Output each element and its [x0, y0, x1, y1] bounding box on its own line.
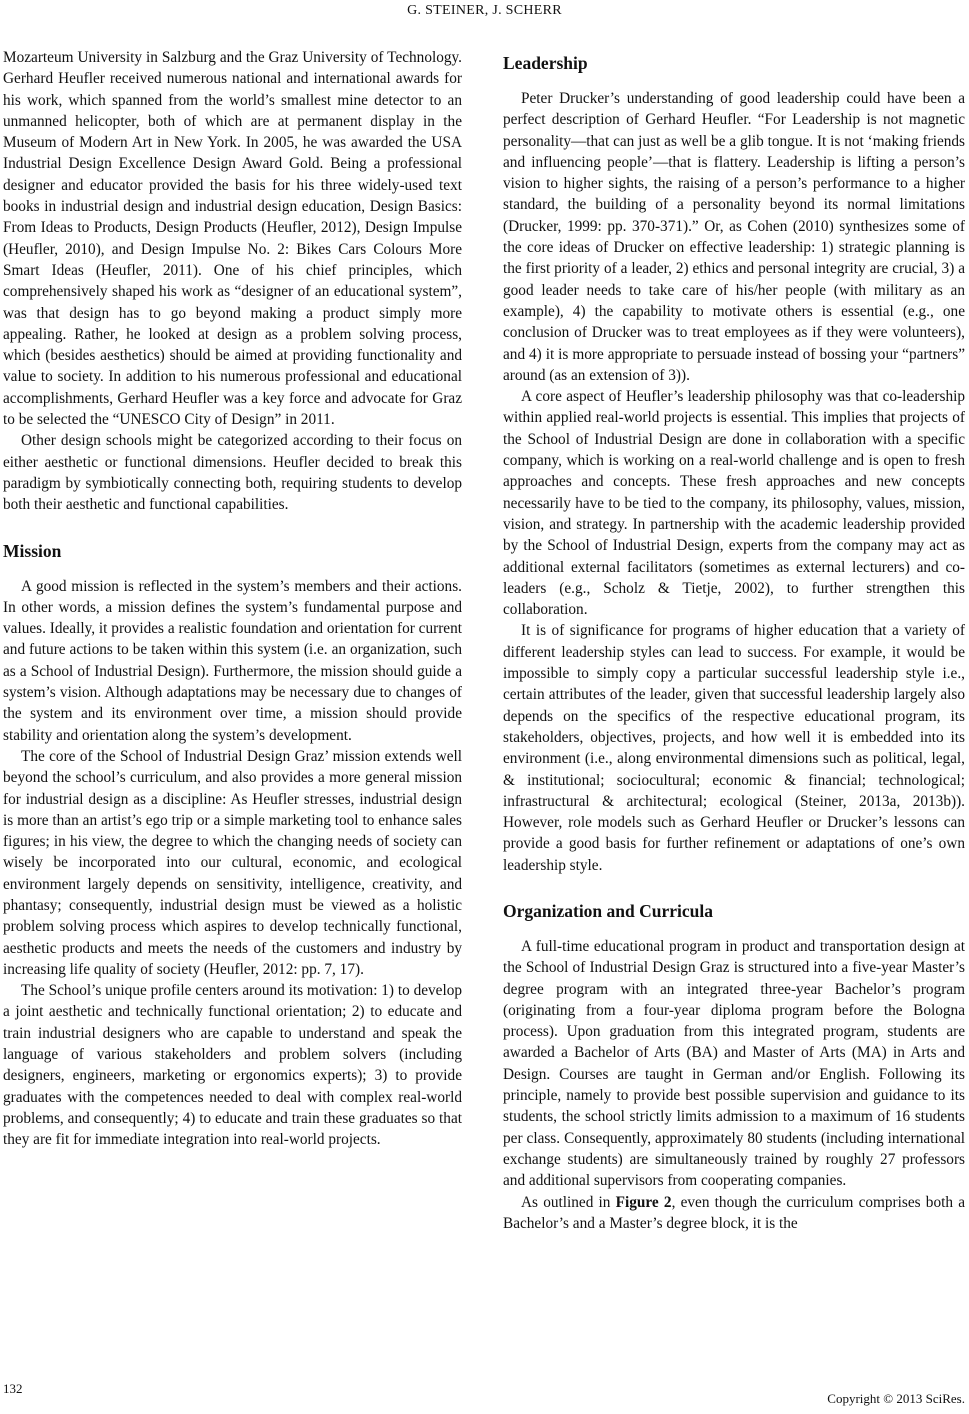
figure-reference-link[interactable]: Figure 2 — [615, 1193, 672, 1211]
section-heading-organization: Organization and Curricula — [503, 900, 714, 921]
running-head: G. STEINER, J. SCHERR — [407, 3, 562, 18]
paragraph-program-structure: A full-time educational program in product and transportation design at the School of Industrial Design Graz is structured into a five-year Master’s degree program with an integrated three-year Bachelor’s program (originating from a four-year diploma program before the Bologna process). Upon graduation from this integrated program, students are awarded a Bachelor of Arts (BA) and Master of Arts (MA) in Arts and Design. Courses are taught in German and/or English. Following its principle, namely to provide best possible supervision and guidance to its students, the school strictly limits admission to a maximum of 16 students per class. Consequently, approximately 80 students (including international exchange students) are simultaneously trained by roughly 27 professors and additional supervisors from cooperating companies. — [503, 937, 965, 1190]
text-span: As outlined in — [521, 1193, 616, 1211]
paragraph-mission-definition: A good mission is reflected in the system’s members and their actions. In other words, a mission defines the system’s fundamental purpose and values. Ideally, it provides a realistic foundation and orientation for current and future actions to be taken within this system (i.e. an organization, such as a School of Industrial Design). Furthermore, the mission should guide a system’s vision. Although adaptations may be necessary due to changes of the system and its environment over time, a mission should provide stability and orientation along the system’s development. — [3, 577, 462, 744]
copyright-notice: Copyright © 2013 SciRes. — [827, 1391, 965, 1406]
page-number: 132 — [3, 1381, 23, 1396]
section-heading-mission: Mission — [3, 540, 62, 561]
left-column — [3, 47, 462, 1151]
paragraph-mission-core: The core of the School of Industrial Design Graz’ mission extends well beyond the school’s curriculum, and also provides a more general mission for industrial design as a discipline: As Heufler stresses, industrial design is more than an artist’s ego trip or a simple marketing tool to enhance sales figures; in his view, the degree to which the changing needs of society can wisely be incorporated into our cultural, economic, and ecological environment largely depends on sensitivity, intelligence, creativity, and phantasy; consequently, industrial design must be viewed as a holistic problem solving process which aspires to develop technically functional, aesthetic products and meets the needs of the customers and industry by increasing life quality of society (Heufler, 2012: pp. 7, 17). — [3, 747, 462, 978]
paragraph-curriculum-outline — [503, 1192, 965, 1235]
paragraph-school-profile: The School’s unique profile centers around its motivation: 1) to develop a joint aesthetic and technically functional orientation; 2) to educate and train industrial designers who are capable to understand and speak the language of various stakeholders and problem solvers (including designers, engineers, marketing or ergonomics experts); 3) to provide graduates with the competences needed to deal with complex real-world problems, and consequently; 4) to educate and train these graduates so that they are fit for immediate integration into real-world projects. — [3, 982, 462, 1149]
paragraph-heufler-bio: Mozarteum University in Salzburg and the Graz University of Technology. Gerhard Heufler received numerous national and international awards for his work, which spanned from the world’s smallest mine detector to an unmanned helicopter, both of which are at permanent display in the Museum of Modern Art in New York. In 2005, he was awarded the USA Industrial Design Excellence Design Award Gold. Being a professional designer and educator provided the basis for his three widely-used text books in industrial design and industrial design education, Design Basics: From Ideas to Products, Design Products (Heufler, 2012), Design Impulse (Heufler, 2010), and Design Impulse No. 2: Bikes Cars Colours More Smart Ideas (Heufler, 2011). One of his chief principles, which comprehensively shaped his work as “designer of an educational system”, was that design has to go beyond making a product simply more appealing. Rather, he looked at design as a problem solving process, which (besides aesthetics) should be aimed at providing functionality and value to society. In addition to his numerous professional and educational accomplishments, Gerhard Heufler was a key force and advocate for Graz to be selected the “UNESCO City of Design” in 2011. — [3, 49, 462, 429]
paragraph-drucker-leadership: Peter Drucker’s understanding of good leadership could have been a perfect description of Gerhard Heufler. “For Leadership is not magnetic personality—that can just as well be a glib tongue. It is not ‘making friends and influencing people’—that is flattery. Leadership is lifting a person’s vision to higher sights, the raising of a person’s performance to a higher standard, the building of a personality beyond its normal limitations (Drucker, 1999: pp. 370-371).” Or, as Cohen (2010) synthesizes some of the core ideas of Drucker on effective leadership: 1) strategic planning is the first priority of a leader, 2) ethics and personal integrity are crucial, 3) a good leader needs to take care of his/her people (with military as an example), 4) the capability to motivate others is essential (e.g., one conclusion of Drucker was to treat employees as if they were volunteers), and 4) it is more appropriate to persuade instead of bossing your “partners” around (as an extension of 3)). — [503, 90, 965, 384]
paragraph-leadership-styles: It is of significance for programs of higher education that a variety of different leadership styles can lead to success. For example, it would be impossible to simply copy a particular successful leadership style i.e., certain attributes of the leader, given that successful leadership largely also depends on the specifics of the respective educational program, its stakeholders, objectives, projects, and how well it is embedded into its environment (i.e., along environmental dimensions such as political, legal, & institutional; sociocultural; economic & financial; technological; infrastructural & architectural; ecological (Steiner, 2013a, 2013b)). However, role models such as Gerhard Heufler or Drucker’s lessons can provide a good basis for further refinement or adaptations of one’s own leadership style. — [503, 622, 965, 874]
paragraph-co-leadership: A core aspect of Heufler’s leadership philosophy was that co-leadership within applied real-world projects is essential. This implies that projects of the School of Industrial Design are done in collaboration with a specific company, which is working on a real-world challenge and is open to fresh approaches and concepts. These fresh approaches and new concepts necessarily have to be tied to the company, its philosophy, values, mission, vision, and strategy. In partnership with the academic leadership provided by the School of Industrial Design, experts from the company may act as additional external facilitators (sometimes as external lecturers) and co-leaders (e.g., Scholz & Tietje, 2002), to further strengthen this collaboration. — [503, 388, 965, 619]
right-column — [503, 52, 965, 1234]
section-heading-leadership: Leadership — [503, 53, 588, 73]
paragraph-design-schools: Other design schools might be categorized according to their focus on either aesthetic or functional dimensions. Heufler decided to break this paradigm by symbiotically connecting both, requiring students to develop both their aesthetic and functional capabilities. — [3, 432, 462, 514]
text-span: , even though the curriculum comprises both a Bachelor’s and a Master’s degree block, it is the — [503, 1193, 965, 1232]
